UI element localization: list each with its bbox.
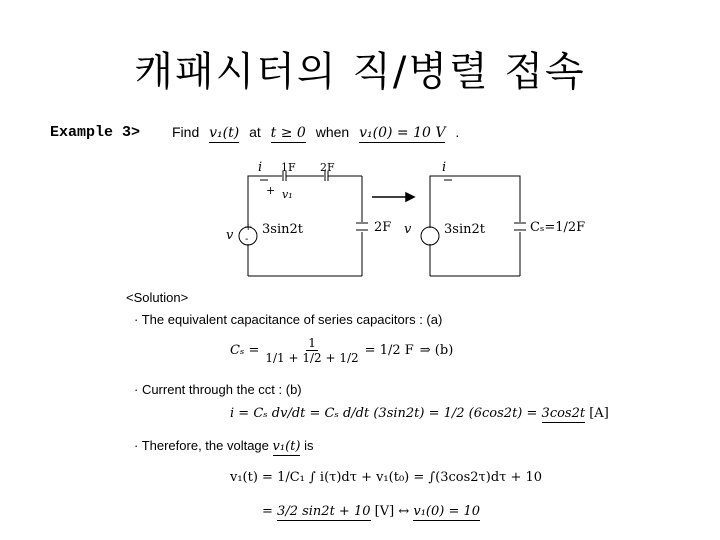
- cs-lhs: Cₛ =: [230, 343, 260, 358]
- left-current-label: i: [258, 160, 263, 175]
- initial-condition: v₁(0) = 10 V: [359, 125, 446, 141]
- right-current-label: i: [442, 160, 447, 175]
- solution-line-3: [134, 438, 313, 454]
- cap-shunt-label: 2F: [374, 220, 392, 235]
- current-unit: [A]: [589, 406, 609, 421]
- right-source-var: v: [404, 222, 412, 237]
- left-source-value: 3sin2t: [262, 222, 303, 237]
- v-eq2-arrow: ↔: [398, 504, 410, 519]
- time-condition: t ≥ 0: [270, 125, 306, 141]
- find-word: Find: [172, 124, 200, 140]
- line3-variable: v₁(t): [272, 439, 301, 454]
- current-equation: [230, 406, 609, 421]
- v1-label: v₁: [282, 188, 293, 201]
- v-eq2-value: 3/2 sin2t + 10: [277, 504, 371, 519]
- example-label: Example 3>: [50, 124, 141, 141]
- cs-denominator: 1/1 + 1/2 + 1/2: [265, 351, 359, 365]
- cs-result: = 1/2 F: [364, 343, 414, 358]
- solution-line-1: · The equivalent capacitance of series capacitors : (a): [134, 312, 443, 327]
- right-voltage-source: [421, 227, 439, 245]
- cap-2f-label: 2F: [320, 161, 335, 174]
- source-plus: +: [244, 222, 253, 233]
- line3-text-b: is: [304, 438, 314, 453]
- v-eq2-check: v₁(0) = 10: [413, 504, 481, 519]
- cap-cs-label: Cₛ=1/2F: [530, 220, 586, 235]
- page-title: 캐패시터의 직/병렬 접속: [134, 49, 586, 95]
- at-word: at: [249, 124, 261, 140]
- cs-fraction: [265, 336, 358, 365]
- cs-arrow: ⇒ (b): [419, 343, 454, 358]
- v-eq2-unit: [V]: [374, 504, 395, 519]
- solution-heading: <Solution>: [126, 290, 189, 305]
- line3-text-a: · Therefore, the voltage: [134, 438, 269, 453]
- cap-1f-label: 1F: [281, 161, 296, 174]
- solution-line-2: · Current through the cct : (b): [134, 382, 302, 397]
- current-eq-body: i = Cₛ dv/dt = Cₛ d/dt (3sin2t) = 1/2 (6cos2t) =: [230, 406, 538, 421]
- source-minus: -: [245, 234, 249, 245]
- find-variable: v₁(t): [209, 125, 240, 141]
- period: .: [455, 124, 460, 140]
- cs-equation: [230, 336, 453, 365]
- current-result: 3cos2t: [541, 406, 586, 421]
- voltage-equation-1: v₁(t) = 1/C₁ ∫ i(τ)dτ + v₁(t₀) = ∫(3cos2τ)dτ + 10: [230, 470, 543, 485]
- when-word: when: [315, 124, 350, 140]
- v-eq2-equals: =: [262, 504, 273, 519]
- cs-numerator: 1: [308, 336, 316, 350]
- voltage-equation-2: [262, 504, 480, 519]
- left-source-var: v: [226, 228, 234, 243]
- transform-arrow: [372, 193, 414, 201]
- v1-plus: +: [266, 184, 276, 197]
- left-circuit: [239, 171, 368, 276]
- right-source-value: 3sin2t: [444, 222, 485, 237]
